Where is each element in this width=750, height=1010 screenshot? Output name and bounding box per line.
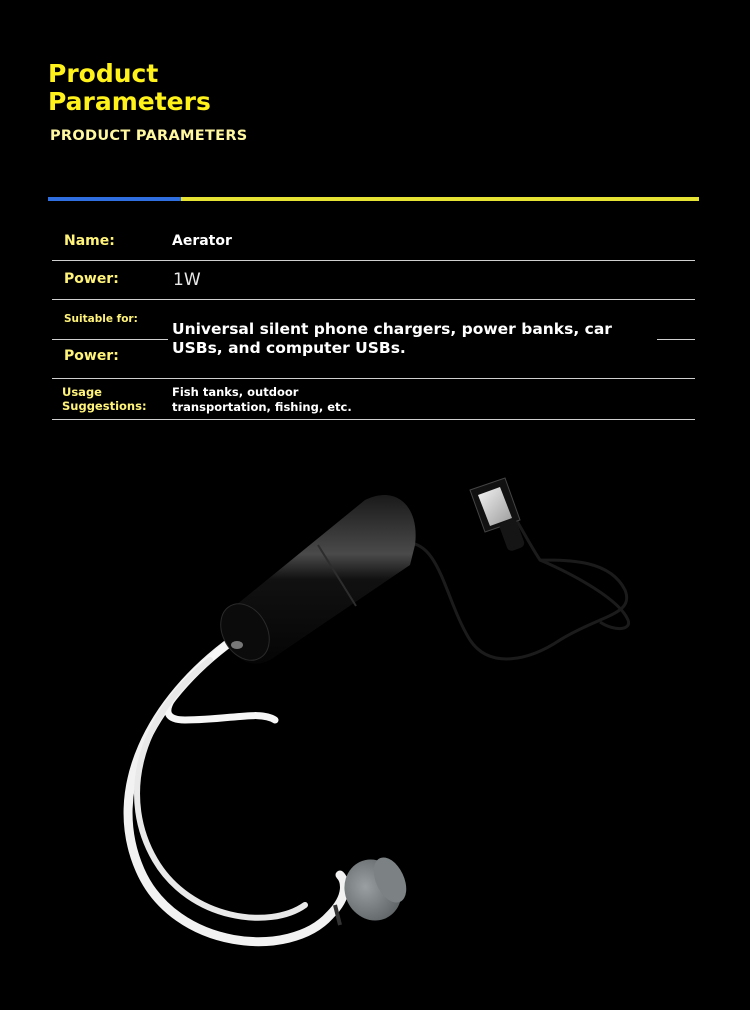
usage-suggestions-value: Fish tanks, outdoor transportation, fishing, etc. bbox=[172, 385, 352, 414]
usage-suggestions-label: Usage Suggestions: bbox=[62, 385, 147, 413]
row-separator bbox=[657, 339, 695, 340]
page-title: Product Parameters bbox=[48, 59, 211, 116]
usb-plug-icon bbox=[470, 478, 526, 552]
power-label-2: Power: bbox=[64, 348, 119, 364]
power-value: 1W bbox=[173, 270, 201, 290]
page-subtitle: PRODUCT PARAMETERS bbox=[50, 128, 248, 144]
power-label: Power: bbox=[64, 271, 119, 287]
suitable-for-label: Suitable for: bbox=[64, 313, 138, 325]
row-separator bbox=[52, 260, 695, 261]
row-separator bbox=[52, 378, 695, 379]
section-divider bbox=[48, 197, 699, 201]
suitable-for-value: Universal silent phone chargers, power banks, car USBs, and computer USBs. bbox=[172, 320, 612, 357]
row-separator bbox=[52, 299, 695, 300]
row-separator bbox=[52, 419, 695, 420]
divider-yellow-segment bbox=[181, 197, 699, 201]
aerator-product-image bbox=[0, 430, 750, 1010]
pump-body-icon bbox=[211, 495, 416, 669]
row-separator bbox=[52, 339, 168, 340]
divider-blue-segment bbox=[48, 197, 181, 201]
name-label: Name: bbox=[64, 233, 115, 249]
air-stone-icon bbox=[335, 850, 413, 930]
name-value: Aerator bbox=[172, 233, 232, 249]
